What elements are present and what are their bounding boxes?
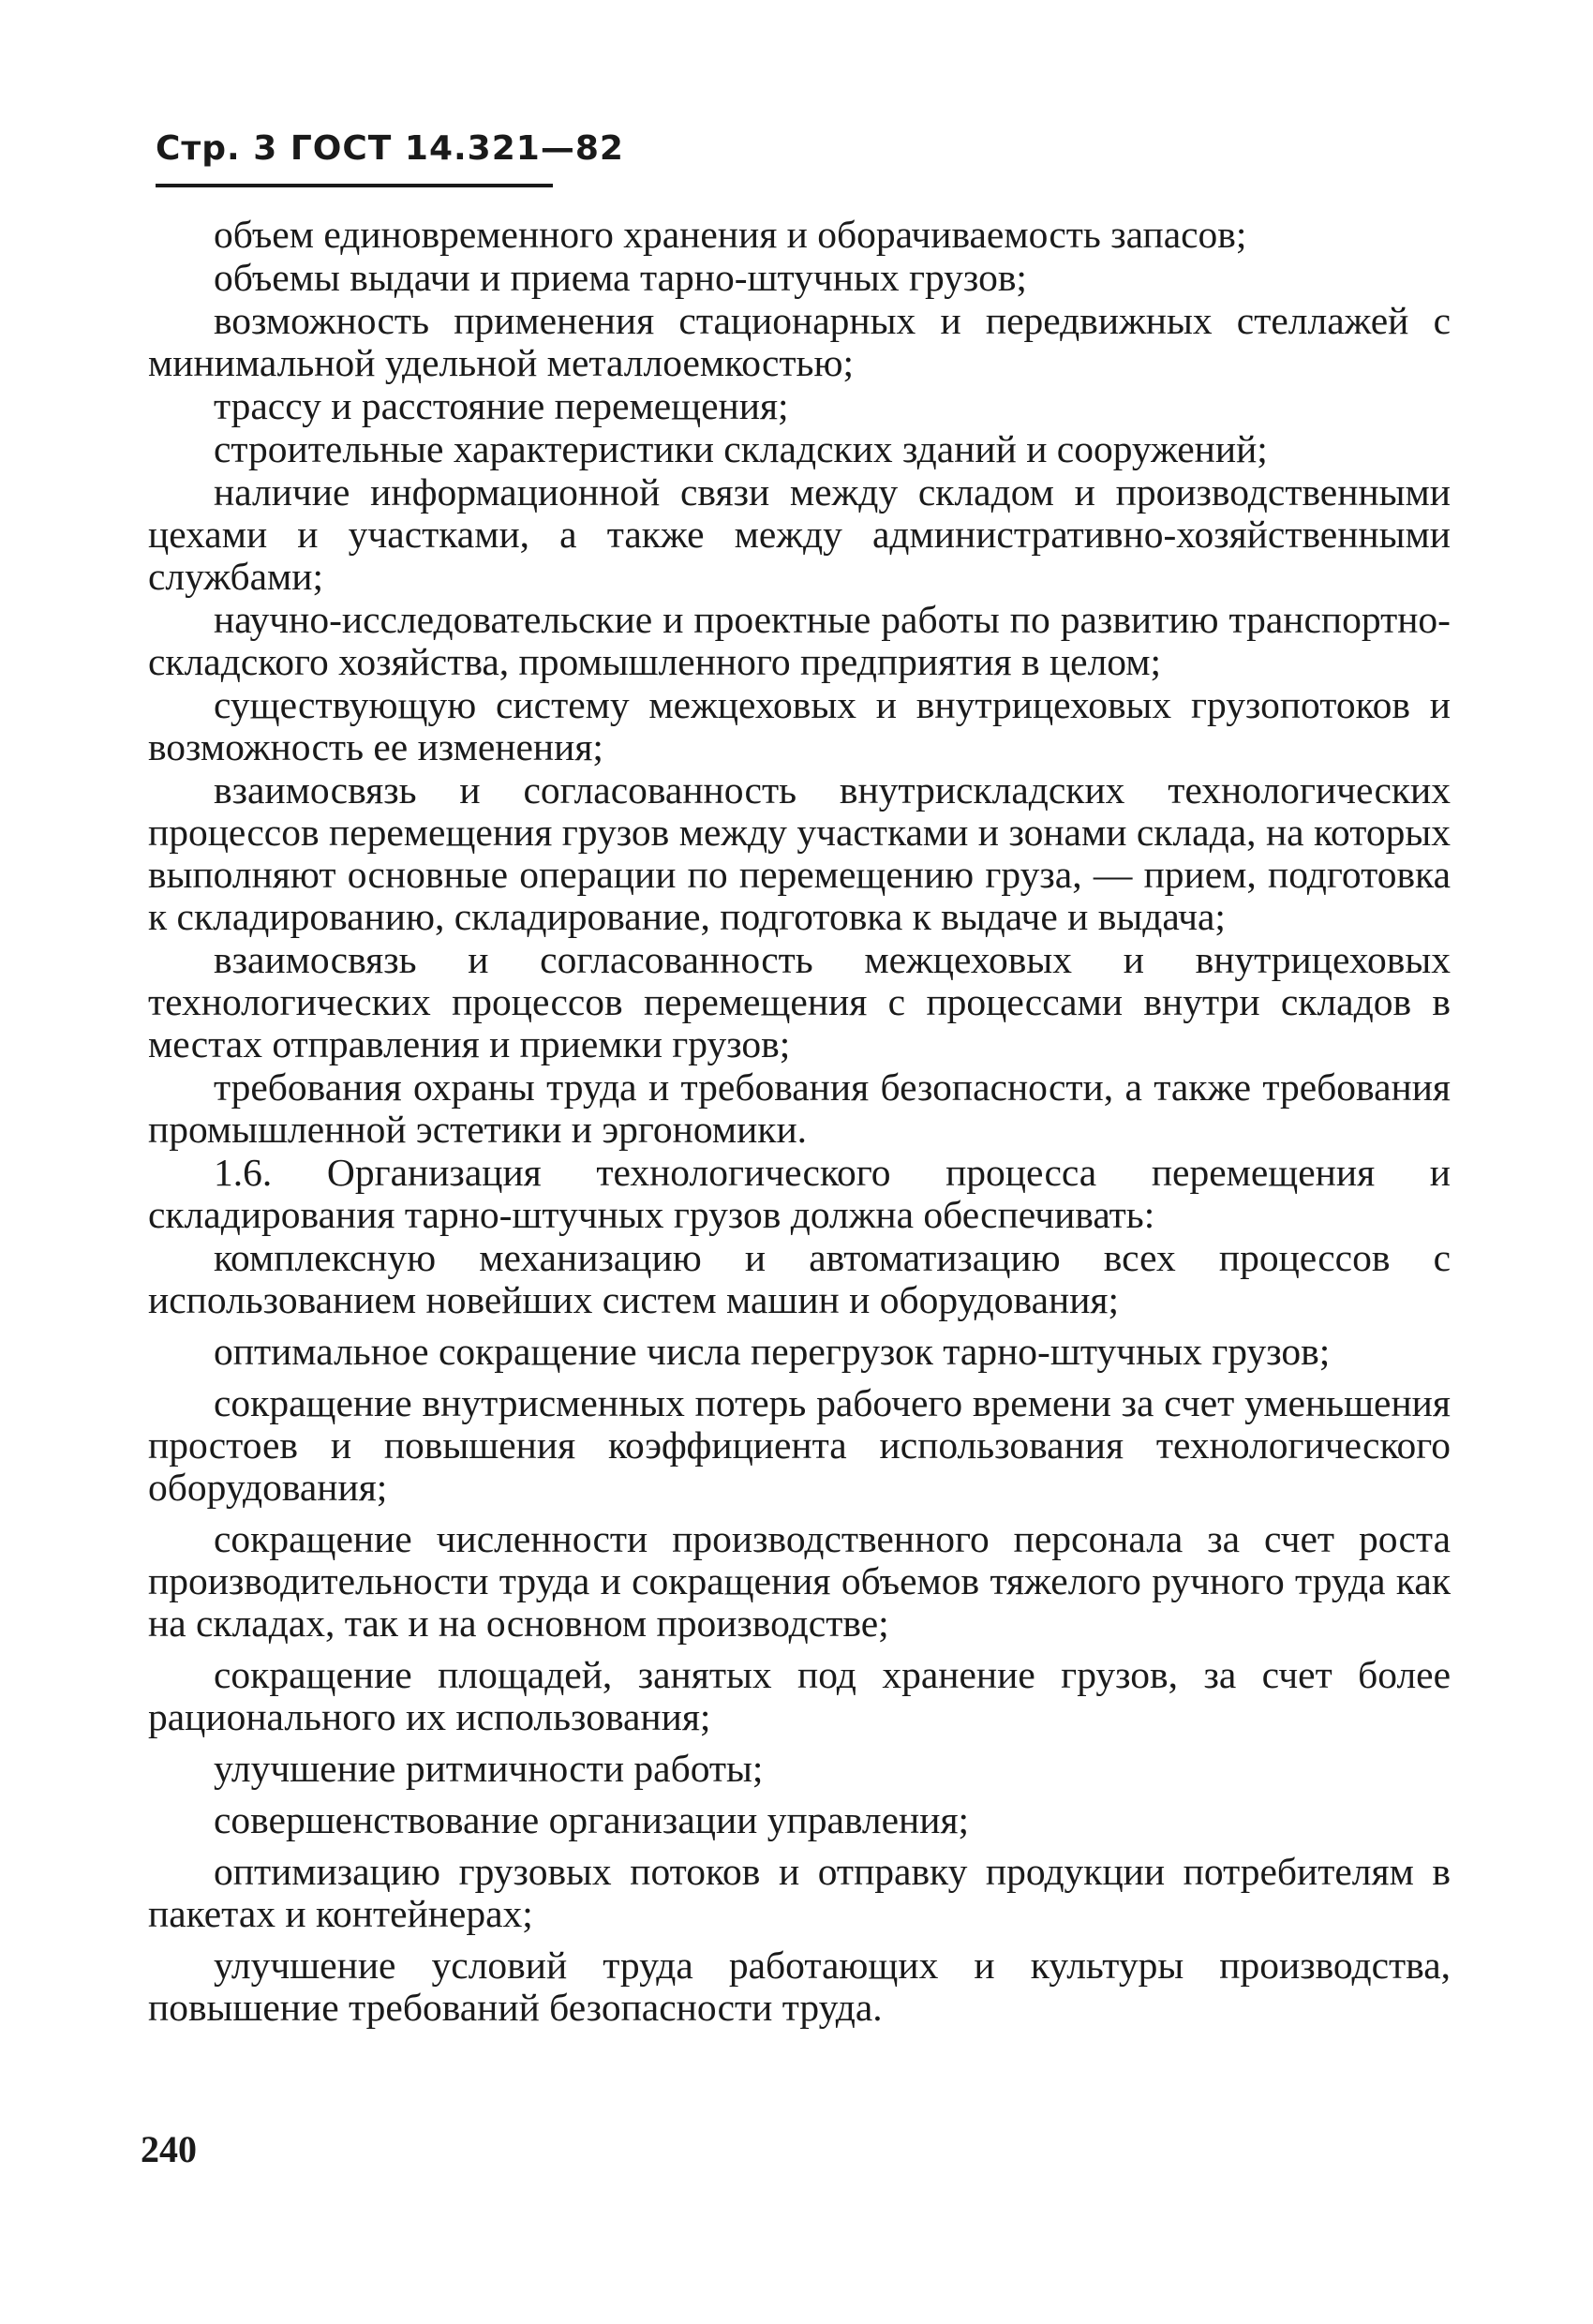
paragraph: объем единовременного хранения и оборачиваемость запасов;: [214, 213, 1247, 256]
header-rule: [156, 184, 553, 187]
paragraph: взаимосвязь и согласованность межцеховых и внутрицеховых технологических процессов перемещения с процессами внутри складов в местах отправления и приемки грузов;: [148, 938, 1451, 1065]
body-text: [148, 214, 1451, 2033]
paragraph: объемы выдачи и приема тарно-штучных грузов;: [214, 256, 1027, 299]
paragraph: улучшение ритмичности работы;: [214, 1747, 764, 1790]
paragraph: 1.6. Организация технологического процесса перемещения и складирования тарно-штучных грузов должна обеспечивать:: [148, 1151, 1451, 1236]
page-number: 240: [141, 2128, 197, 2170]
paragraph: научно-исследовательские и проектные работы по развитию транспортно-складского хозяйства, промышленного предприятия в целом;: [148, 598, 1451, 683]
paragraph: оптимизацию грузовых потоков и отправку продукции потребителям в пакетах и контейнерах;: [148, 1850, 1451, 1935]
paragraph: наличие информационной связи между складом и производственными цехами и участками, а также между административно-хозяйственными службами;: [148, 470, 1451, 598]
paragraph: взаимосвязь и согласованность внутрискладских технологических процессов перемещения грузов между участками и зонами склада, на которых выполняют основные операции по перемещению груза, — прием, подготовка к складированию, складирование, подготовка к выдаче и выдача;: [148, 768, 1451, 938]
paragraph: комплексную механизацию и автоматизацию всех процессов с использованием новейших систем машин и оборудования;: [148, 1236, 1451, 1321]
paragraph: сокращение площадей, занятых под хранение грузов, за счет более рационального их использования;: [148, 1653, 1451, 1738]
paragraph: возможность применения стационарных и передвижных стеллажей с минимальной удельной металлоемкостью;: [148, 299, 1451, 384]
paragraph: сокращение внутрисменных потерь рабочего времени за счет уменьшения простоев и повышения коэффициента использования технологического оборудования;: [148, 1381, 1451, 1509]
paragraph: оптимальное сокращение числа перегрузок тарно-штучных грузов;: [214, 1330, 1331, 1373]
paragraph: существующую систему межцеховых и внутрицеховых грузопотоков и возможность ее изменения;: [148, 683, 1451, 768]
paragraph: требования охраны труда и требования безопасности, а также требования промышленной эстетики и эргономики.: [148, 1065, 1451, 1151]
paragraph: совершенствование организации управления;: [214, 1798, 970, 1841]
paragraph: сокращение численности производственного персонала за счет роста производительности труда и сокращения объемов тяжелого ручного труда как на складах, так и на основном производстве;: [148, 1517, 1451, 1645]
paragraph: строительные характеристики складских зданий и сооружений;: [214, 427, 1268, 470]
page-header: Стр. 3 ГОСТ 14.321—82: [156, 129, 624, 168]
paragraph: улучшение условий труда работающих и культуры производства, повышение требований безопасности труда.: [148, 1944, 1451, 2029]
paragraph: трассу и расстояние перемещения;: [214, 384, 789, 427]
